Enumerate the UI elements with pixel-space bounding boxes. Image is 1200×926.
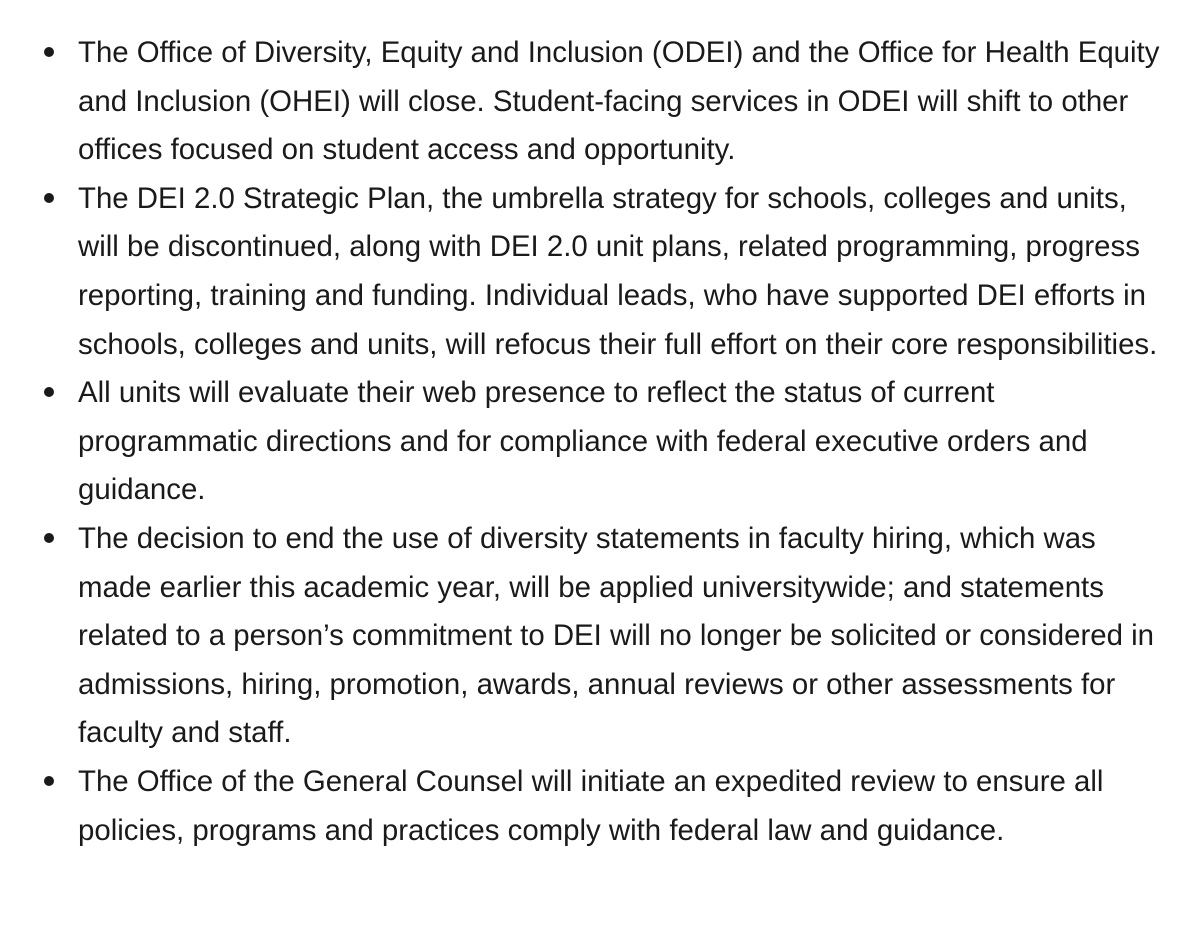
list-item-odei-ohei-closure — [0, 29, 1200, 175]
bullet-icon — [44, 533, 54, 543]
list-item-web-presence — [0, 369, 1200, 515]
list-item-text: The Office of Diversity, Equity and Inclusion (ODEI) and the Office for Health Equity and Inclusion (OHEI) will close. Student-facing services in ODEI will shift to other offices focused on student access and opportunity. — [78, 36, 1160, 167]
list-item-dei-strategic-plan — [0, 175, 1200, 369]
list-item-diversity-statements — [0, 515, 1200, 758]
list-item-text: All units will evaluate their web presence to reflect the status of current programmatic directions and for compliance with federal executive orders and guidance. — [78, 376, 1088, 507]
bullet-icon — [44, 193, 54, 203]
list-item-general-counsel-review — [0, 758, 1200, 855]
list-item-text: The Office of the General Counsel will initiate an expedited review to ensure all policies, programs and practices comply with federal law and guidance. — [78, 764, 1104, 847]
bullet-list — [0, 29, 1200, 855]
bullet-icon — [44, 387, 54, 397]
list-item-text: The decision to end the use of diversity statements in faculty hiring, which was made earlier this academic year, will be applied universitywide; and statements related to a person’s commitment to DEI will no longer be solicited or considered in admissions, hiring, promotion, awards, annual reviews or other assessments for faculty and staff. — [78, 521, 1155, 750]
bullet-icon — [44, 776, 54, 786]
bullet-icon — [44, 47, 54, 57]
list-item-text: The DEI 2.0 Strategic Plan, the umbrella strategy for schools, colleges and units, will be discontinued, along with DEI 2.0 unit plans, related programming, progress reporting, training and funding. Individual leads, who have supported DEI efforts in schools, colleges and units, will refocus their full effort on their core responsibilities. — [78, 181, 1158, 361]
